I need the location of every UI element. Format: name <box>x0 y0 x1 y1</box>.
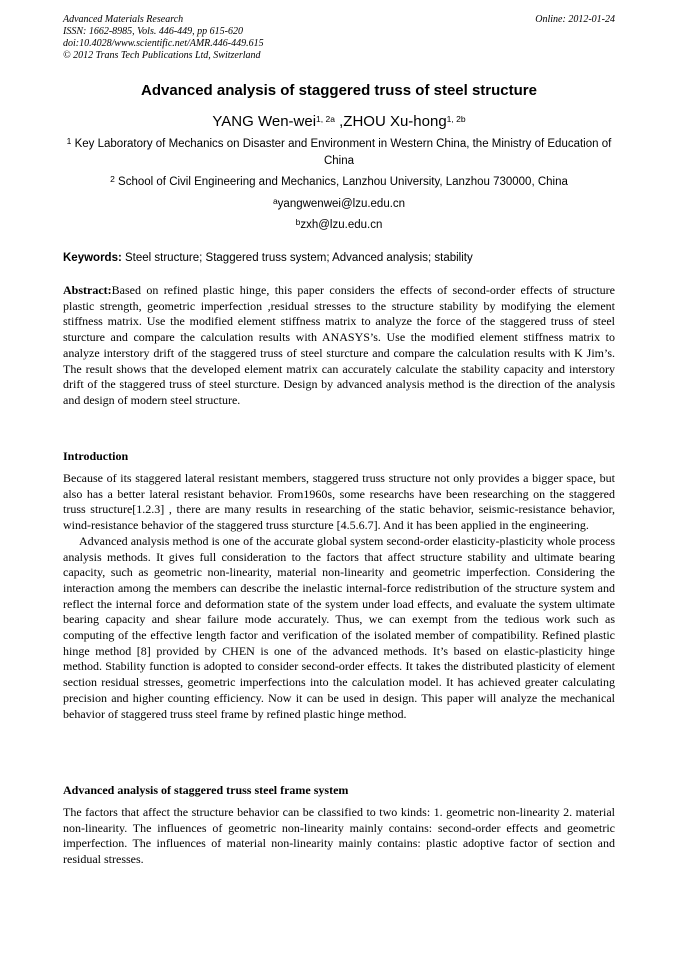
abstract <box>63 283 615 409</box>
affiliation-2-sup: 2 <box>110 174 115 184</box>
copyright-line: © 2012 Trans Tech Publications Ltd, Switzerland <box>63 50 261 61</box>
email-1-sup: a <box>272 196 278 206</box>
journal-name: Advanced Materials Research <box>63 14 184 25</box>
affiliation-2 <box>60 174 618 191</box>
section-2-paragraph-1: The factors that affect the structure behavior can be classified to two kinds: 1. geometric non-linearity 2. material non-linearity. The influences of geometric non-linearity mainly contains: second-order effects and geometric imperfection. The influences of material non-linearity mainly contains: plastic adoptive factor of section and residual stresses. <box>63 805 615 867</box>
author-1-sup: 1, 2a <box>316 114 335 124</box>
author-1-name: YANG Wen-wei <box>212 113 317 130</box>
email-1-text: yangwenwei@lzu.edu.cn <box>277 198 406 210</box>
doi-line: doi:10.4028/www.scientific.net/AMR.446-449.615 <box>63 38 264 49</box>
introduction-body <box>63 471 615 722</box>
author-2-name: ZHOU Xu-hong <box>343 113 447 130</box>
keywords <box>63 251 615 265</box>
introduction-paragraph-1: Because of its staggered lateral resistant members, staggered truss structure not only provides a bigger space, but also has a better lateral resistant behavior. From1960s, some researchs have been researching on the staggered truss structure[1.2.3] , there are many results in researching of the static behavior, seismic-resistance behavior, wind-resistance behavior of the staggered truss sturcture [4.5.6.7]. And it has been applied in the engineering. <box>63 471 615 533</box>
journal-header <box>63 14 615 62</box>
abstract-text: Based on refined plastic hinge, this paper considers the effects of second-order effects of structure plastic strength, geometric imperfection ,residual stresses to the structure stability by modifying the element stiffness matrix. Use the modified element stiffness matrix to analyze the force of the staggered truss of steel sturcture and compare the calculation results with ANASYS’s. Use the modified element stiffness matrix to analyze interstory drift of the staggered truss of steel sturcture and compare the calculation results with K Jim’s. The result shows that the developed element matrix can accurately calculate the stability capacity and interstory drift of the staggered truss of steel sturcture. Design by advanced analysis method is the direction of the analysis and design of modern steel structure. <box>63 283 615 407</box>
affiliation-1-text: Key Laboratory of Mechanics on Disaster and Environment in Western China, the Ministry of Education of China <box>74 138 612 167</box>
affiliation-1 <box>60 136 618 170</box>
online-date: Online: 2012-01-24 <box>535 14 615 25</box>
author-separator: , <box>334 113 344 130</box>
author-2-sup: 1, 2b <box>446 114 466 124</box>
email-2-sup: b <box>295 217 301 227</box>
section-2-body <box>63 805 615 868</box>
author-line <box>40 113 638 131</box>
email-2 <box>40 218 638 232</box>
email-1 <box>40 197 638 211</box>
abstract-label: Abstract: <box>63 283 112 297</box>
email-2-text: zxh@lzu.edu.cn <box>300 219 383 231</box>
affiliation-1-sup: 1 <box>66 136 72 146</box>
issn-line: ISSN: 1662-8985, Vols. 446-449, pp 615-620 <box>63 26 243 37</box>
section-2-heading: Advanced analysis of staggered truss steel frame system <box>63 783 349 797</box>
keywords-label: Keywords: <box>63 252 122 264</box>
introduction-heading: Introduction <box>63 449 129 463</box>
keywords-text: Steel structure; Staggered truss system; Advanced analysis; stability <box>125 252 473 264</box>
paper-title: Advanced analysis of staggered truss of steel structure <box>141 82 537 99</box>
introduction-paragraph-2: Advanced analysis method is one of the accurate global system second-order elasticity-plasticity whole process analysis methods. It gives full consideration to the factors that affect structure stability and ultimate bearing capacity, such as geometric non-linearity, material non-linearity and geometric imperfection. Considering the interaction among the members can describe the inelastic internal-force redistribution of the structure system and reflect the internal force and deformation state of the system under load effects, and evaluate the system ultimate bearing capacity and shear failure mode accurately. Thus, we can exempt from the tedious work such as computing of the effective length factor and verification of the isolated member of compatibility. Refined plastic hinge method [8] provided by CHEN is one of the advanced methods. It’s based on elastic-plasticity hinge method. Stability function is adopted to consider second-order effects. It takes the distributed plasticity of element section residual stresses, geometric imperfections into the calculation model. It has achieved greater calculating precision and higher counting efficiency. Now it can be used in design. This paper will analyze the mechanical behavior of staggered truss steel frame by refined plastic hinge method. <box>63 533 615 721</box>
affiliation-2-text: School of Civil Engineering and Mechanics, Lanzhou University, Lanzhou 730000, China <box>118 176 568 188</box>
